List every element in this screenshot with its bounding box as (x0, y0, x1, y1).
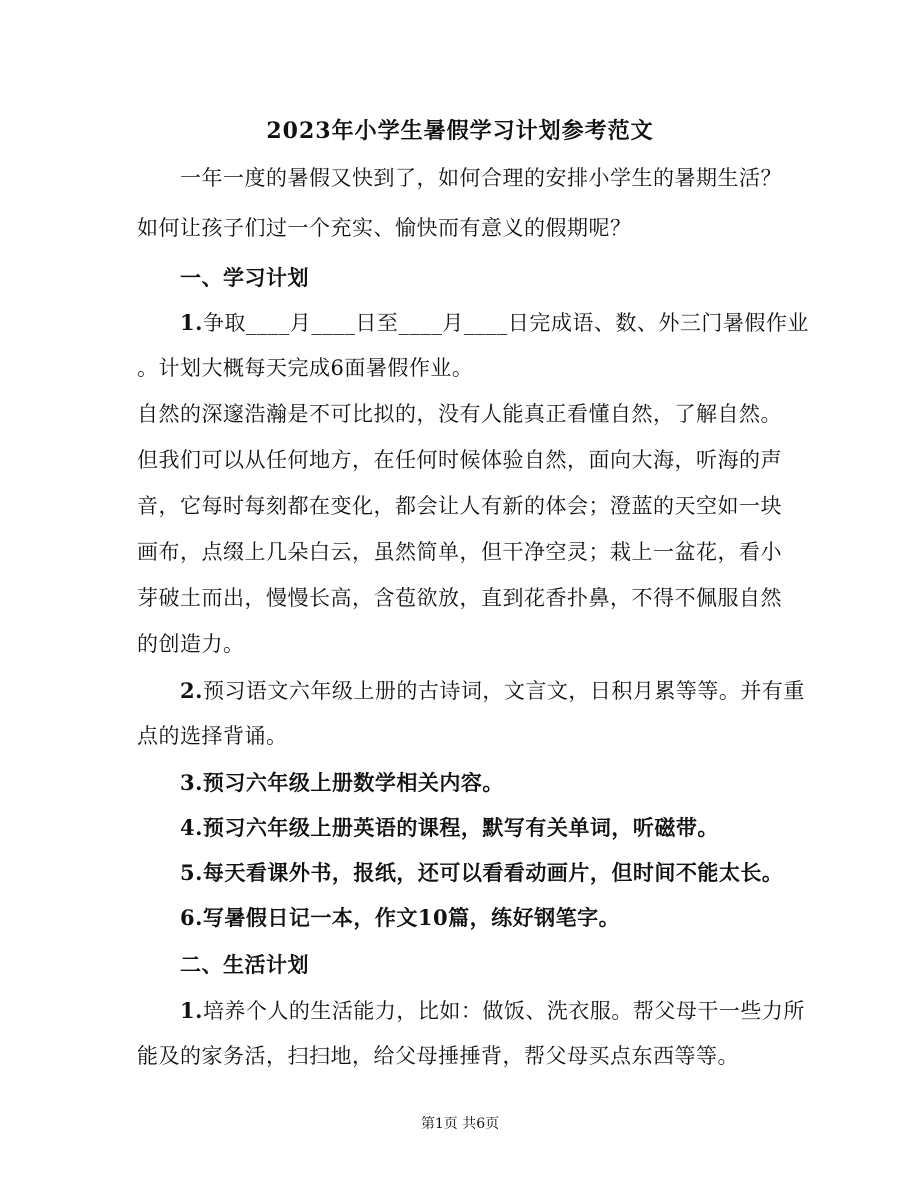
intro-line-1: 一年一度的暑假又快到了，如何合理的安排小学生的暑期生活？ (180, 166, 782, 190)
life-item-1-line-2: 能及的家务活，扫扫地，给父母捶捶背，帮父母买点东西等等。 (137, 1044, 739, 1068)
study-item-2-line-1 (180, 675, 805, 705)
nature-line-6: 的创造力。 (137, 632, 245, 656)
study-item-3: 3.预习六年级上册数学相关内容。 (180, 770, 504, 795)
item-text: 预习语文六年级上册的古诗词，文言文，日积月累等等。并有重 (202, 679, 805, 703)
life-item-1-line-1 (180, 995, 805, 1025)
study-item-1-line-1 (180, 307, 809, 337)
item-number: 1. (180, 310, 203, 335)
document-title: 2023年小学生暑假学习计划参考范文 (266, 118, 654, 144)
study-item-2-line-2: 点的选择背诵。 (137, 724, 288, 748)
nature-line-5: 芽破土而出，慢慢长高，含苞欲放，直到花香扑鼻，不得不佩服自然 (137, 586, 782, 610)
study-item-4: 4.预习六年级上册英语的课程，默写有关单词，听磁带。 (180, 815, 719, 840)
intro-line-2: 如何让孩子们过一个充实、愉快而有意义的假期呢？ (137, 216, 632, 240)
item-text: 争取____月____日至____月____日完成语、数、外三门暑假作业 (202, 311, 809, 335)
nature-line-2: 但我们可以从任何地方，在任何时候体验自然，面向大海，听海的声 (137, 448, 782, 472)
section-heading-life: 二、生活计划 (180, 952, 309, 977)
nature-line-1: 自然的深邃浩瀚是不可比拟的，没有人能真正看懂自然，了解自然。 (137, 402, 782, 426)
study-item-6: 6.写暑假日记一本，作文10篇，练好钢笔字。 (180, 905, 621, 930)
page-footer: 第1页 共6页 (420, 1116, 500, 1132)
item-number: 1. (180, 998, 203, 1023)
item-number: 2. (180, 678, 203, 703)
nature-line-4: 画布，点缀上几朵白云，虽然简单，但干净空灵；栽上一盆花，看小 (137, 540, 782, 564)
study-item-1-line-2: 。计划大概每天完成6面暑假作业。 (137, 356, 474, 380)
nature-line-3: 音，它每时每刻都在变化，都会让人有新的体会；澄蓝的天空如一块 (137, 494, 782, 518)
study-item-5: 5.每天看课外书，报纸，还可以看看动画片，但时间不能太长。 (180, 860, 784, 885)
section-heading-study: 一、学习计划 (180, 265, 309, 290)
item-text: 培养个人的生活能力，比如：做饭、洗衣服。帮父母干一些力所 (202, 999, 805, 1023)
